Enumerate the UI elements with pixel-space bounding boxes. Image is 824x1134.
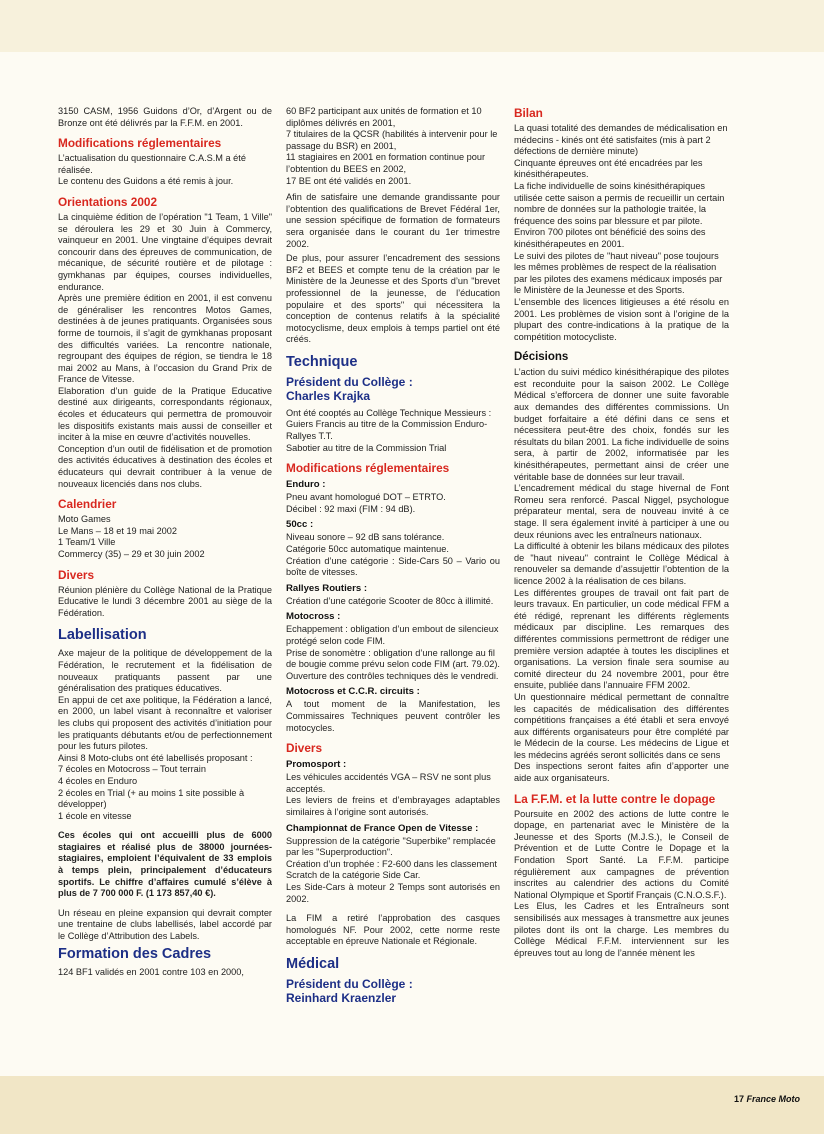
list-line: Environ 700 pilotes ont bénéficié des soins des kinésithérapeutes en 2001. [514,227,706,249]
list-line: 2 écoles en Trial (+ au moins 1 site possible à développer) [58,787,245,810]
paragraph: Sabotier au titre de la Commission Trial [286,442,447,453]
list-line: 1 école en vitesse [58,810,132,821]
sub-heading: 50cc : [286,519,314,531]
list-line: Niveau sonore – 92 dB sans tolérance. [286,532,445,543]
section-subheading: Charles Krajka [286,388,371,403]
sub-heading: Motocross et C.C.R. circuits : [286,686,420,698]
calendar-line: Moto Games [58,514,111,525]
column-1 [58,106,272,981]
paragraph: L’actualisation du questionnaire C.A.S.M a été réalisée. [58,153,246,175]
list-line: Ainsi 8 Moto-clubs ont été labellisés proposant : [58,752,253,763]
list-line: Ouverture des contrôles techniques dès le vendredi. [286,670,499,681]
list-line: 4 écoles en Enduro [58,775,138,786]
section-subheading: Président du Collège : [286,374,413,389]
list-line: Cinquante épreuves ont été encadrées par les kinésithérapeutes. [514,157,703,180]
list-line: Prise de sonomètre : obligation d’une rallonge au fil de bougie comme prévu selon code FIM (art. 79.02). [286,647,500,670]
paragraph: L’encadrement médical du stage hivernal de Font Romeu sera renforcé. Pascal Niggel, psychologue préparateur mental, sera de nouveau invité à ce stage. Il sera également invité à participer à une ou deux réunions avec les entraîneurs nationaux. [514,483,729,540]
paragraph: Les différentes groupes de travail ont fait part de leurs travaux. En particulier, un code médical FFM a été rédigé, reprenant les différents règlements médicaux par discipline. Les remarques des différentes commissions permettront de rédiger une première version adaptée à toutes les disciplines et organisations. La version finale sera soumise au comité directeur du 24 novembre 2001, pour être ensuite, publiée dans l’annuaire FFM 2002. [514,587,729,691]
list-line: 7 titulaires de la QCSR (habilités à intervenir pour le passage du BSR) en 2001, [286,129,498,151]
paragraph: Poursuite en 2002 des actions de lutte contre le dopage, en partenariat avec le Ministère de la Jeunesse et des Sports (M.J.S.), le Conseil de Prévention et de Lutte Contre le Dopage et la Fondation Sport Santé. La F.F.M. participe régulièrement aux campagnes de prévention inscrites au calendrier des actions du Comité National Olympique et Sportif Français (C.N.O.S.F.). [514,808,729,900]
list-line: Catégorie 50cc automatique maintenue. [286,544,449,555]
paragraph: Réunion plénière du Collège National de la Pratique Educative le lundi 3 décembre 2001 au siège de la Fédération. [58,584,272,618]
footer-band [0,1076,824,1134]
calendar-line: Le Mans – 18 et 19 mai 2002 [58,525,178,536]
list-line: Les véhicules accidentés VGA – RSV ne sont plus acceptés. [286,772,491,794]
magazine-name: France Moto [746,1094,801,1104]
list-line: La fiche individuelle de soins kinésithérapiques utilisée cette saison a permis de recueillir un certain nombre de données sur la pathologie traitée, la fréquence des soins par blessure et par pilote. [514,180,725,226]
paragraph: Axe majeur de la politique de développement de la Fédération, le recrutement et la fidélisation de nouveaux pratiquants passent par une généralisation des pratiques éducatives. [58,648,272,694]
paragraph: Des inspections seront faites afin d’apporter une aide aux organisateurs. [514,761,729,784]
column-3 [514,106,729,962]
list-line: Création d’une catégorie : Side-Cars 50 – Vario ou boîte de vitesses. [286,555,500,578]
sub-heading: Enduro : [286,479,326,491]
section-subheading: Président du Collège : [286,976,413,991]
page-footer [734,1094,800,1104]
paragraph: Le contenu des Guidons a été remis à jour. [58,176,234,187]
list-line: Création d’un trophée : F2-600 dans les classement Scratch de la catégorie Side Car. [286,858,497,881]
section-heading: Divers [58,567,95,582]
list-line: 17 BE ont été validés en 2001. [286,175,412,186]
list-line: Création d’une catégorie Scooter de 80cc à illimité. [286,595,494,606]
list-line: 11 stagiaires en 2001 en formation continue pour l’obtention du BEES en 2002, [286,152,486,174]
section-heading: Bilan [514,106,543,120]
paragraph: Après une première édition en 2001, il est convenu de généraliser les rencontres Motos Games, destinées à de jeunes pratiquants. Organisées sous forme de tournois, il s’agit de gymkhanas proposant des difficultés variées. La rencontre nationale, regroupant des équipes de région, se tiendra le 18 mai 2002 au Mans, à l’occasion du Grand Prix de France de Vitesse. [58,293,272,385]
list-line: Les leviers de freins et d’embrayages adaptables similaires à l’origine sont autorisés. [286,795,500,817]
calendar-line: 1 Team/1 Ville [58,537,116,548]
section-heading: La F.F.M. et la lutte contre le dopage [514,791,716,806]
paragraph: Conception d’un outil de fidélisation et de promotion des activités éducatives à destination des écoles et éducateurs qui devrait contribuer à la venue de nouveaux licenciés dans nos clubs. [58,443,272,489]
paragraph: Un questionnaire médical permettant de connaître les capacités de médicalisation des différentes compétitions françaises a été établi et sera envoyé aux différents organisateurs pour être complété par le Médecin de la course. Les médecins de Ligue et les médecins agréés seront sollicités dans ce sens [514,691,729,760]
section-heading: Modifications réglementaires [286,461,450,476]
top-band [0,0,824,52]
list-line: Le suivi des pilotes de "haut niveau" pose toujours les mêmes problèmes de respect de la réalisation par les pilotes des examens médicaux imposés par le Ministère de la Jeunesse et des Sports. [514,250,723,296]
section-heading: Médical [286,955,340,972]
list-line: La quasi totalité des demandes de médicalisation en médecins - kinés ont été satisfaites (mis à part 2 défections de dernière minute) [514,123,728,157]
list-line: Echappement : obligation d’un embout de silencieux protégé selon code FIM. [286,624,499,646]
section-heading: Divers [286,741,323,756]
list-line: L’ensemble des licences litigieuses a été résolu en 2001. Les problèmes de vision sont à l’origine de la plupart des contre-indications à la pratique de la compétition motocycliste. [514,296,729,342]
paragraph: 124 BF1 validés en 2001 contre 103 en 2000, [58,966,244,977]
paragraph: Un réseau en pleine expansion qui devrait compter une trentaine de clubs labellisés, label accordé par le Collège d’Attribution des Labels. [58,907,272,942]
section-heading: Technique [286,353,358,370]
list-line: Pneu avant homologué DOT – ETRTO. [286,492,446,503]
list-line: 7 écoles en Motocross – Tout terrain [58,764,206,775]
section-subheading: Reinhard Kraenzler [286,990,397,1005]
paragraph: 3150 CASM, 1956 Guidons d’Or, d’Argent ou de Bronze ont été délivrés par la F.F.M. en 2001. [58,106,272,128]
paragraph: A tout moment de la Manifestation, les Commissaires Techniques peuvent contrôler les motocycles. [286,699,500,733]
section-heading: Modifications réglementaires [58,136,222,151]
sub-heading: Championnat de France Open de Vitesse : [286,822,479,834]
page-number: 17 [734,1094,745,1104]
paragraph: La FIM a retiré l’approbation des casques homologués NF. Pour 2002, cette norme reste acceptable en épreuve Nationale et Régionale. [286,913,500,947]
sub-heading: Motocross : [286,611,341,623]
paragraph: En appui de cet axe politique, la Fédération a lancé, en 2000, un label visant à reconnaître et valoriser les clubs qui proposent des activités d’initiation pour les pratiquants débutants et/ou de perfectionnement pour les futurs pilotes. [58,694,272,752]
section-heading: Formation des Cadres [58,945,212,962]
section-heading: Calendrier [58,497,117,512]
paragraph: Ont été cooptés au Collège Technique Messieurs : Guiers Francis au titre de la Commission Enduro-Rallyes T.T. [286,407,492,442]
paragraph: La difficulté à obtenir les bilans médicaux des pilotes de "haut niveau" contraint le Collège Médical à renouveler sa demande d’assujettir l’obtention de la licence 2002 à la réalisation de ces bilans. [514,541,729,586]
paragraph: Afin de satisfaire une demande grandissante pour l’obtention des qualifications de Brevet Fédéral 1er, une session spécifique de formation de formateurs sera organisée dans le courant du 1er trimestre 2002. [286,192,500,249]
column-2 [286,106,500,1010]
list-line: Décibel : 92 maxi (FIM : 94 dB). [286,503,416,514]
sub-heading: Promosport : [286,759,347,771]
section-heading: Décisions [514,351,569,364]
list-line: Suppression de la catégorie "Superbike" remplacée par les "Superproduction". [286,835,496,858]
section-heading: Orientations 2002 [58,194,158,209]
list-line: Les Side-Cars à moteur 2 Temps sont autorisés en 2002. [286,881,500,904]
section-heading: Labellisation [58,627,147,644]
paragraph: Elaboration d’un guide de la Pratique Educative destiné aux dirigeants, correspondants régionaux, écoles et éducateurs qui permettra de promouvoir les dispositifs existants mais aussi de conseiller et inciter à la mise en œuvre d’activités nouvelles. [58,385,272,443]
paragraph: Les Elus, les Cadres et les Entraîneurs sont sensibilisés aux messages à transmettre aux jeunes pilotes dont ils ont la charge. Les membres du Collège Médical F.F.M. interviennent sur les épreuves tout au long de l’année mènent les [514,901,729,958]
paragraph: L’action du suivi médico kinésithérapique des pilotes est reconduite pour la saison 2002. Le Collège Médical s’efforcera de donner une suite favorable aux demandes des différentes commissions. Un budget forfaitaire a été défini dans ce sens et nécessitera peut-être des choix, fondés sur les résultats du bilan 2001. La fiche individuelle de soins sera, à partir de 2002, informatisée par les kinésithérapeutes, permettant ainsi de créer une véritable base de données sur leur travail. [514,367,729,482]
paragraph: De plus, pour assurer l’encadrement des sessions BF2 et BEES et compte tenu de la création par le Ministère de la Jeunesse et des Sports d’un "brevet professionnel de la jeunesse, de l’éducation populaire et des sports" qui nécessitera la conception de contenus relatifs à la spécialité motocyclisme, deux emplois à temps partiel ont été créés. [286,253,500,345]
calendar-line: Commercy (35) – 29 et 30 juin 2002 [58,549,205,559]
paragraph: La cinquième édition de l’opération "1 Team, 1 Ville" se déroulera les 29 et 30 Juin à Commercy, vainqueur en 2001. Une vingtaine d’équipes devrait concourir dans des épreuves de communication, de mécanique, de sécurité routière et de pilotage : gymkhanas par équipes, courses individuelles, endurance. [58,211,272,292]
sub-heading: Rallyes Routiers : [286,582,368,594]
list-line: 60 BF2 participant aux unités de formation et 10 diplômes délivrés en 2001, [286,106,482,128]
highlight-paragraph: Ces écoles qui ont accueilli plus de 6000 stagiaires et réalisé plus de 38000 journées-stagiaires, emploient l’équivalent de 33 emplois à temps plein, principalement d’éducateurs sportifs. Le chiffre d’affaires cumulé s’élève à plus de 7 700 000 F. (1 173 857,40 €). [58,830,272,899]
